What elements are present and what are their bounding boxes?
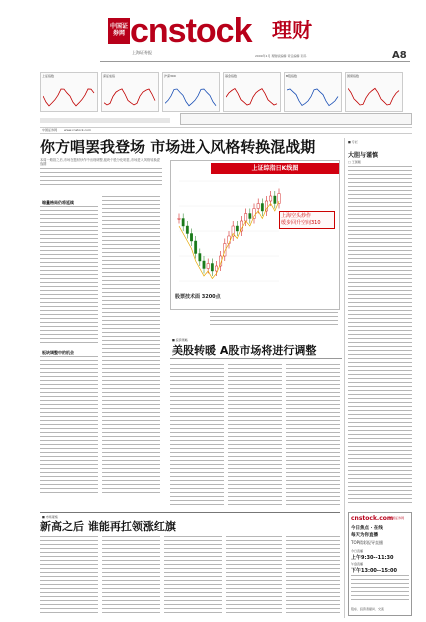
feature-tag: ■ 投资策略 [172,338,188,342]
chart-candle [207,264,209,269]
ad-brand-cn: 中国证券网 [389,516,405,520]
masthead-badge: 中国证券网 [108,18,130,44]
feature-col2 [228,364,282,508]
chart-candle [211,264,213,272]
chart-candle [278,194,280,204]
masthead-subline: 上海证券报 [132,50,152,55]
feature-col3 [286,364,340,508]
bottom-col3 [164,536,222,616]
sidebar-text [348,166,412,506]
chart-candle [269,196,271,201]
ad-time1-label: 今日直播 [351,549,364,553]
feature-col1 [170,364,224,508]
chart-candle [244,214,246,222]
chart-candle [265,201,267,211]
chart-candle [236,226,238,231]
bottom-rule [40,512,340,513]
chart-note: 上海空头炒作 缓步回升空间310 [279,211,335,229]
index-tile-label: 基金指数 [225,74,238,78]
index-tile[interactable] [223,72,281,112]
index-sparkline [287,82,341,110]
chart-candle [261,204,263,212]
sidebar-byline: □ 王国刚 [348,160,361,164]
ad-strip-bar [40,118,170,123]
sidebar-divider [344,138,345,618]
nav-bar [40,127,412,134]
chart-candle [186,226,188,234]
bottom-col1 [40,536,98,616]
masthead-logo: cnstock [130,12,252,50]
chart-title-band: 上证综指日K线图 [211,163,339,174]
chart-caption-text [210,312,338,328]
index-sparkline [348,82,402,110]
ad-title1: 今日焦点 · 在线 [351,526,383,531]
nav-left[interactable]: 中国证券网 [42,128,58,132]
index-tile[interactable] [162,72,220,112]
sidebar-title: 大胆与谨慎 [348,152,379,159]
masthead [0,0,426,62]
masthead-section: 理财 [272,20,312,42]
ad-time1-value: 上午9:30--11:30 [351,555,394,561]
ad-body-text [351,575,409,603]
masthead-rule [100,61,410,62]
chart-candle [215,266,217,271]
bottom-tag: ■ 市场观察 [42,515,58,519]
index-tile[interactable] [345,72,403,112]
chart-candle [182,219,184,227]
masthead-issue: 2009年1月 理财版编辑 责任编辑 页码 [255,54,307,58]
index-tile[interactable] [284,72,342,112]
chart-candle [203,261,205,269]
ad-time2-value: 下午13:00--15:00 [351,568,397,574]
chart-candle [274,196,276,204]
lead-col1-text [40,206,98,346]
index-sparkline [165,82,219,110]
sidebar-ad[interactable] [348,512,412,616]
index-tile-label: 深证成指 [103,74,116,78]
lead-subhead-2: 板块调整中的机会 [42,350,74,355]
chart-candle [199,254,201,262]
chart-candle [194,241,196,254]
chart-canvas [175,177,335,285]
index-tile-label: 沪深300 [164,74,176,78]
ad-title2: 每天为你直播 [351,533,378,538]
lead-subhead-1: 缩量格局仍将延续 [42,200,74,205]
index-sparkline [104,82,158,110]
lead-col1-text-b [40,356,98,496]
sidebar-tag: ■ 专栏 [348,140,358,144]
lead-col2-text [102,196,160,496]
chart-caption: 股票技术面 3200点 [175,294,221,300]
ad-line1: TOP精彩报导直播 [351,540,384,545]
ad-strip [180,113,412,125]
chart-candle [190,234,192,242]
bottom-title: 新高之后 谁能再扛领涨红旗 [40,520,176,533]
index-tile-label: B股指数 [286,74,298,78]
index-tile-label: 上证指数 [42,74,55,78]
bottom-col2 [102,536,160,616]
feature-rule [170,358,342,359]
index-sparkline [226,82,280,110]
chart-candle [249,214,251,219]
ad-footer: 股东、投资者提问、交流 [351,607,385,611]
nav-right[interactable]: www.cnstock.com [63,128,91,132]
page-number: A8 [392,50,407,61]
index-sparkline [43,82,97,110]
index-tile[interactable] [40,72,98,112]
ad-brand: cnstock.com [351,515,394,522]
bottom-col4 [226,536,282,616]
lead-title: 你方唱罢我登场 市场进入风格转换混战期 [40,138,316,156]
lead-deck: 本周一路指之后,市场在题材炒作中出现调整,板块个股分化明显,市场进入风格转换混战期 [40,158,160,166]
chart-candle [240,221,242,231]
chart-candle [253,209,255,219]
lead-deck-lines [40,168,162,188]
chart-candle [178,219,180,220]
lead-chart [170,160,340,310]
ad-time2-label: 午盘直播 [351,562,364,566]
index-tile[interactable] [101,72,159,112]
feature-title: 美股转暖 A股市场将进行调整 [172,344,317,357]
index-tile-label: 国债指数 [347,74,360,78]
chart-candle [257,204,259,209]
bottom-col5 [286,536,340,616]
